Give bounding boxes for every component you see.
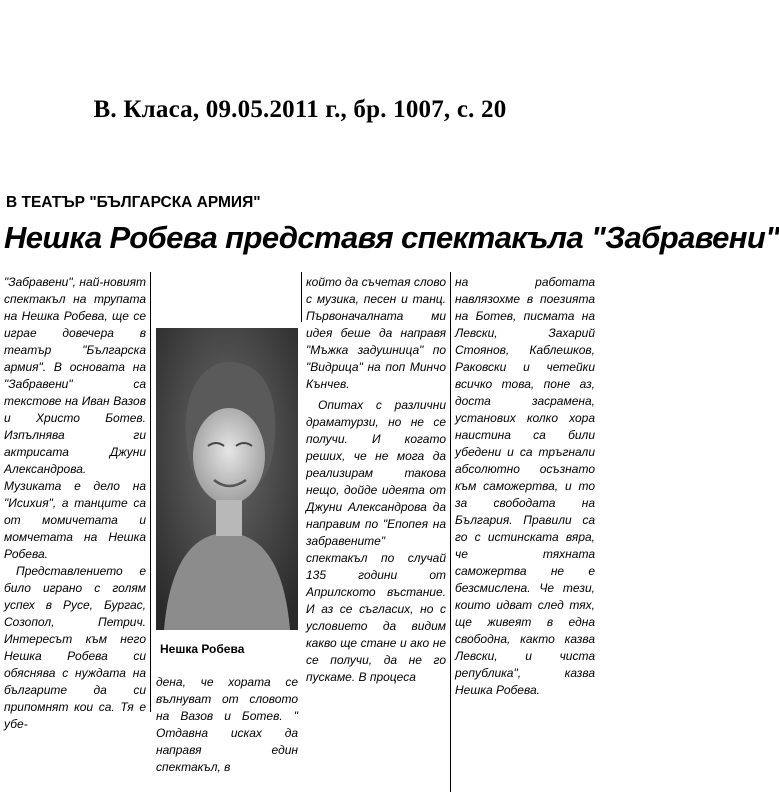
portrait-photo: [156, 328, 298, 630]
article-rubric: В ТЕАТЪР "БЪЛГАРСКА АРМИЯ": [6, 194, 261, 211]
paragraph: Представлението е било играно с голям успех в Русе, Бургас, Созопол, Петрич. Интересът към него Нешка Робева си обяснява с нуждата на българите да си припомнят кои са. Тя е убе-: [4, 564, 146, 731]
column-divider: [150, 272, 151, 712]
column-divider: [301, 272, 302, 322]
paragraph: Опитах с различни драматурзи, но не се получи. И когато реших, че не мога да реализирам такова нещо, дойде идеята от Джуни Александрова да направим по "Епопея на забравените" спектакъл по случай 135 години от Априлското въстание. И аз се съгласих, но с условието да видим какво ще стане и ако не се получи, да не го пускаме. В процеса: [306, 398, 446, 684]
paragraph: на работата навлязохме в поезията на Ботев, писмата на Левски, Захарий Стоянов, Каблешков, Раковски и четейки всичко това, поне аз, доста засрамена, установих колко хора наистина са били убедени и са тръгнали абсолютно осъзнато към саможертва, и то за свободата на България. Правили са го с истинската вяра, че тяхната саможертва не е безсмислена. Че тези, които идват след тях, ще живеят в една свободна, както казва Левски, и чиста република", казва Нешка Робева.: [455, 275, 595, 697]
article-column-4: [455, 274, 595, 699]
photo-caption: Нешка Робева: [160, 642, 245, 656]
paragraph: дена, че хората се вълнуват от словото на Вазов и Ботев. " Отдавна исках да направя един спектакъл, в: [156, 675, 298, 774]
article-column-1: [4, 274, 146, 733]
column-divider: [450, 272, 451, 792]
article-headline: Нешка Робева представя спектакъла "Забравени": [4, 220, 779, 255]
clipping-citation: В. Класа, 09.05.2011 г., бр. 1007, с. 20: [93, 96, 507, 123]
newspaper-clipping: [0, 188, 779, 800]
paragraph: който да съчетая слово с музика, песен и танц. Първоначалната ми идея беше да направя "Мъжка задушница" по "Видрица" на поп Минчо Кънчев.: [306, 275, 446, 391]
article-column-2: [156, 674, 298, 776]
portrait-image: [156, 328, 298, 630]
paragraph: "Забравени", най-новият спектакъл на трупата на Нешка Робева, ще се играе довечера в театър "Българска армия". В основата на "Забравени" са текстове на Иван Вазов и Христо Ботев. Изпълнява ги актрисата Джуни Александрова. Музиката е дело на "Исихия", а танците са от момичетата и момчетата на Нешка Робева.: [4, 275, 146, 561]
article-column-3: [306, 274, 446, 686]
